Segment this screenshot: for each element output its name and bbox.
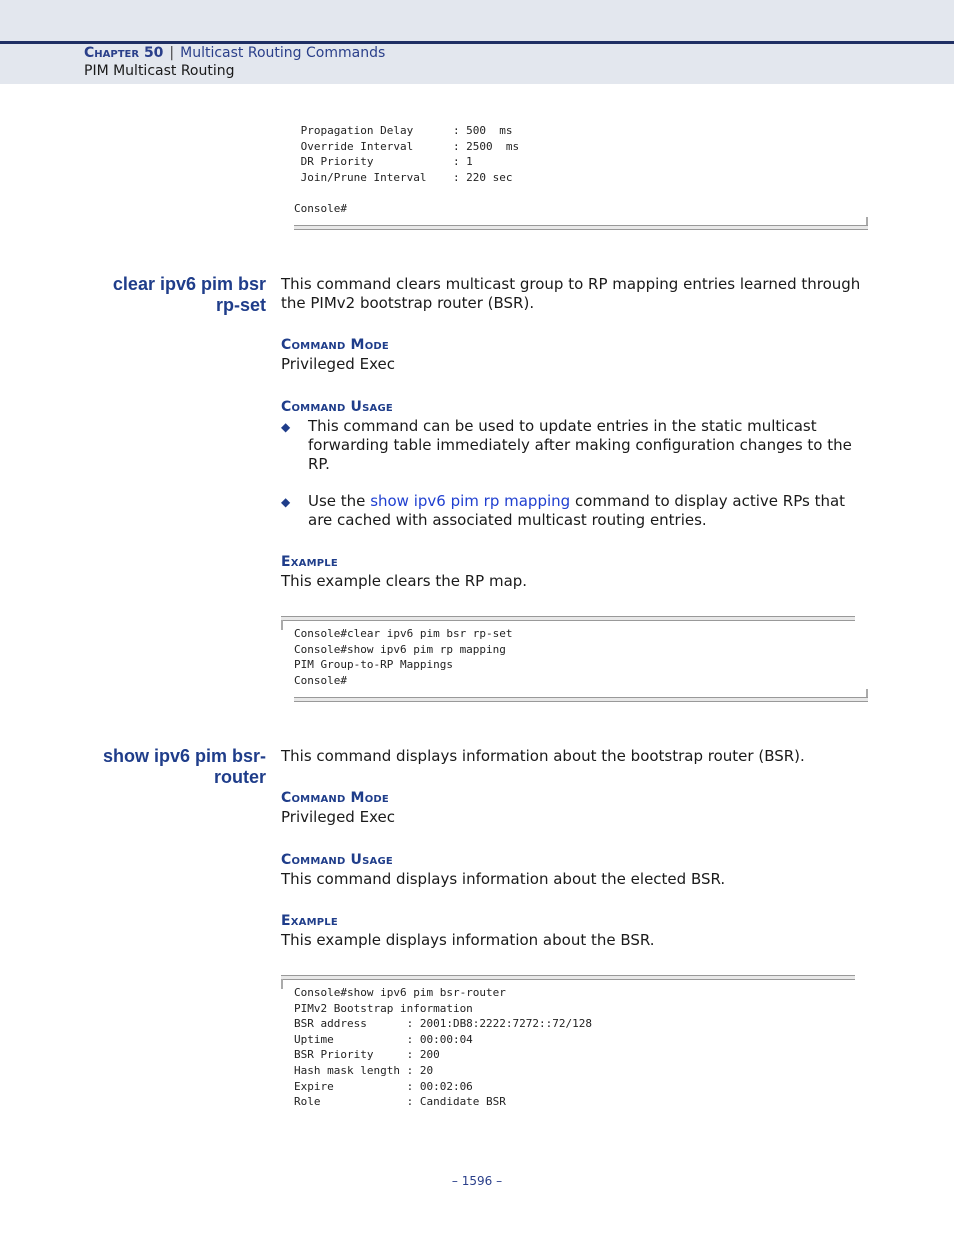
show-rp-mapping-link[interactable]: show ipv6 pim rp mapping xyxy=(370,492,571,510)
example-heading: Example xyxy=(281,913,338,929)
code-line: PIM Group-to-RP Mappings xyxy=(294,658,453,672)
code-line: Console# xyxy=(294,673,347,687)
code-line: DR Priority : 1 xyxy=(294,155,473,169)
usage-bullet-2-pre: Use the xyxy=(308,492,371,510)
code-line: Join/Prune Interval : 220 sec xyxy=(294,170,513,184)
code-line: Override Interval : 2500 ms xyxy=(294,139,520,153)
code-block-show xyxy=(294,985,592,1110)
command-usage-heading: Command Usage xyxy=(281,399,393,415)
code-line xyxy=(294,185,519,201)
code-line: Hash mask length : 20 xyxy=(294,1063,434,1077)
code-frame-tick xyxy=(281,620,283,630)
code-frame-tick xyxy=(281,979,283,989)
code-line: BSR address : 2001:DB8:2222:7272::72/128 xyxy=(294,1017,593,1031)
code-frame-top xyxy=(281,975,855,980)
code-line: Expire : 00:02:06 xyxy=(294,1079,473,1093)
example-text: This example displays information about the BSR. xyxy=(281,931,655,949)
command-title-show xyxy=(103,746,266,788)
command-description: This command clears multicast group to RP mapping entries learned through the PIMv2 bootstrap router (BSR). xyxy=(281,275,861,312)
code-line: Role : Candidate BSR xyxy=(294,1095,506,1109)
code-frame-bottom xyxy=(294,225,868,230)
code-block-top xyxy=(294,123,519,217)
command-description: This command displays information about the bootstrap router (BSR). xyxy=(281,747,805,765)
code-line: PIMv2 Bootstrap information xyxy=(294,1001,473,1015)
chapter-separator: | xyxy=(169,45,175,61)
bullet-diamond-icon: ◆ xyxy=(281,420,291,434)
command-mode-heading: Command Mode xyxy=(281,337,389,353)
chapter-number: Chapter 50 xyxy=(84,45,164,61)
chapter-heading xyxy=(84,45,385,61)
command-usage-text: This command displays information about the elected BSR. xyxy=(281,870,726,888)
command-mode-value: Privileged Exec xyxy=(281,808,395,826)
command-title-line: clear ipv6 pim bsr xyxy=(112,274,266,294)
bullet-diamond-icon: ◆ xyxy=(281,495,291,509)
command-mode-value: Privileged Exec xyxy=(281,355,395,373)
command-title-line: show ipv6 pim bsr- xyxy=(102,746,266,766)
code-block-clear xyxy=(294,626,513,688)
code-line: Console#show ipv6 pim bsr-router xyxy=(294,986,506,999)
header-rule xyxy=(0,41,954,44)
code-frame-bottom xyxy=(294,697,868,702)
command-title-line: rp-set xyxy=(215,295,266,315)
code-frame-top xyxy=(281,616,855,621)
chapter-title: Multicast Routing Commands xyxy=(180,45,386,61)
usage-bullet-2-post: command to display active RPs that are cached with associated multicast routing entries. xyxy=(308,492,846,529)
usage-bullet-1: This command can be used to update entries in the static multicast forwarding table immediately after making configuration changes to the RP. xyxy=(308,417,852,473)
code-line: BSR Priority : 200 xyxy=(294,1048,440,1062)
section-title: PIM Multicast Routing xyxy=(84,63,235,79)
code-line: Propagation Delay : 500 ms xyxy=(294,124,513,137)
example-text: This example clears the RP map. xyxy=(281,572,528,590)
command-title-line: router xyxy=(213,767,266,787)
code-line: Console#clear ipv6 pim bsr rp-set xyxy=(294,627,513,640)
example-heading: Example xyxy=(281,554,338,570)
code-line: Console#show ipv6 pim rp mapping xyxy=(294,642,506,656)
code-line: Console# xyxy=(294,201,347,215)
page-number: – 1596 – xyxy=(451,1174,503,1188)
code-line: Uptime : 00:00:04 xyxy=(294,1032,473,1046)
command-mode-heading: Command Mode xyxy=(281,790,389,806)
command-title-clear xyxy=(113,274,266,316)
usage-bullet-2 xyxy=(308,492,873,530)
command-usage-heading: Command Usage xyxy=(281,852,393,868)
